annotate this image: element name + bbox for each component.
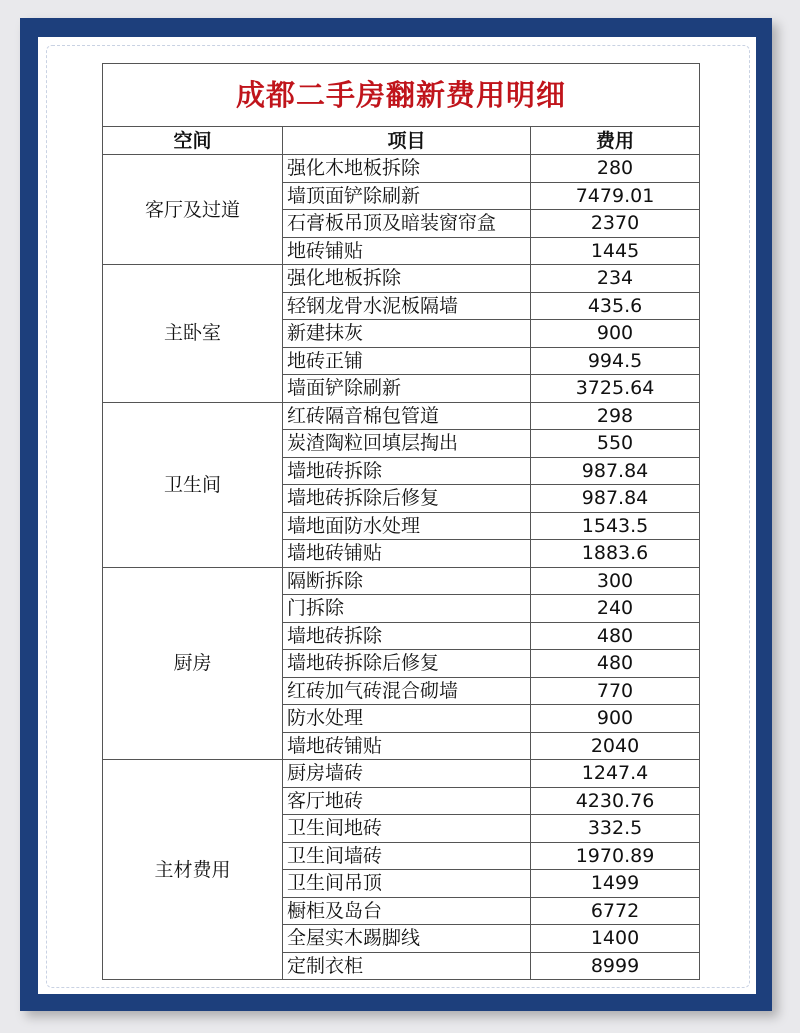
item-cell: 墙地砖铺贴	[283, 732, 531, 760]
item-cell: 墙地面防水处理	[283, 512, 531, 540]
cost-cell: 1499	[531, 870, 700, 898]
item-cell: 防水处理	[283, 705, 531, 733]
cost-cell: 1445	[531, 237, 700, 265]
cost-cell: 987.84	[531, 457, 700, 485]
cost-cell: 1400	[531, 925, 700, 953]
cost-cell: 994.5	[531, 347, 700, 375]
cost-cell: 280	[531, 155, 700, 183]
page-title: 成都二手房翻新费用明细	[103, 64, 700, 127]
item-cell: 强化地板拆除	[283, 265, 531, 293]
table-body	[103, 155, 700, 980]
header-item: 项目	[283, 127, 531, 155]
item-cell: 墙地砖拆除后修复	[283, 650, 531, 678]
item-cell: 红砖隔音棉包管道	[283, 402, 531, 430]
cost-cell: 1247.4	[531, 760, 700, 788]
item-cell: 红砖加气砖混合砌墙	[283, 677, 531, 705]
cost-document	[102, 63, 699, 980]
cost-cell: 900	[531, 705, 700, 733]
cost-cell: 1883.6	[531, 540, 700, 568]
item-cell: 墙地砖拆除	[283, 622, 531, 650]
item-cell: 卫生间吊顶	[283, 870, 531, 898]
header-space: 空间	[103, 127, 283, 155]
item-cell: 厨房墙砖	[283, 760, 531, 788]
cost-cell: 332.5	[531, 815, 700, 843]
cost-cell: 900	[531, 320, 700, 348]
cost-cell: 2040	[531, 732, 700, 760]
space-cell: 厨房	[103, 567, 283, 760]
item-cell: 墙地砖铺贴	[283, 540, 531, 568]
table-row	[103, 155, 700, 183]
item-cell: 炭渣陶粒回填层掏出	[283, 430, 531, 458]
cost-cell: 480	[531, 622, 700, 650]
space-cell: 卫生间	[103, 402, 283, 567]
item-cell: 地砖铺贴	[283, 237, 531, 265]
cost-cell: 4230.76	[531, 787, 700, 815]
item-cell: 墙面铲除刷新	[283, 375, 531, 403]
cost-cell: 240	[531, 595, 700, 623]
item-cell: 定制衣柜	[283, 952, 531, 980]
table-row	[103, 567, 700, 595]
item-cell: 墙地砖拆除	[283, 457, 531, 485]
space-cell: 主卧室	[103, 265, 283, 403]
item-cell: 卫生间墙砖	[283, 842, 531, 870]
cost-cell: 435.6	[531, 292, 700, 320]
table-row	[103, 402, 700, 430]
cost-cell: 550	[531, 430, 700, 458]
table-row	[103, 265, 700, 293]
item-cell: 全屋实木踢脚线	[283, 925, 531, 953]
cost-cell: 7479.01	[531, 182, 700, 210]
cost-cell: 1543.5	[531, 512, 700, 540]
cost-cell: 298	[531, 402, 700, 430]
header-cost: 费用	[531, 127, 700, 155]
item-cell: 隔断拆除	[283, 567, 531, 595]
item-cell: 强化木地板拆除	[283, 155, 531, 183]
item-cell: 新建抹灰	[283, 320, 531, 348]
item-cell: 轻钢龙骨水泥板隔墙	[283, 292, 531, 320]
cost-table	[102, 63, 700, 980]
table-row	[103, 760, 700, 788]
item-cell: 橱柜及岛台	[283, 897, 531, 925]
cost-cell: 8999	[531, 952, 700, 980]
cost-cell: 987.84	[531, 485, 700, 513]
item-cell: 墙地砖拆除后修复	[283, 485, 531, 513]
cost-cell: 2370	[531, 210, 700, 238]
item-cell: 卫生间地砖	[283, 815, 531, 843]
cost-cell: 300	[531, 567, 700, 595]
item-cell: 石膏板吊顶及暗装窗帘盒	[283, 210, 531, 238]
cost-cell: 770	[531, 677, 700, 705]
item-cell: 门拆除	[283, 595, 531, 623]
item-cell: 客厅地砖	[283, 787, 531, 815]
space-cell: 客厅及过道	[103, 155, 283, 265]
cost-cell: 1970.89	[531, 842, 700, 870]
cost-cell: 3725.64	[531, 375, 700, 403]
cost-cell: 480	[531, 650, 700, 678]
table-header-row	[103, 127, 700, 155]
item-cell: 地砖正铺	[283, 347, 531, 375]
cost-cell: 234	[531, 265, 700, 293]
space-cell: 主材费用	[103, 760, 283, 980]
cost-cell: 6772	[531, 897, 700, 925]
item-cell: 墙顶面铲除刷新	[283, 182, 531, 210]
